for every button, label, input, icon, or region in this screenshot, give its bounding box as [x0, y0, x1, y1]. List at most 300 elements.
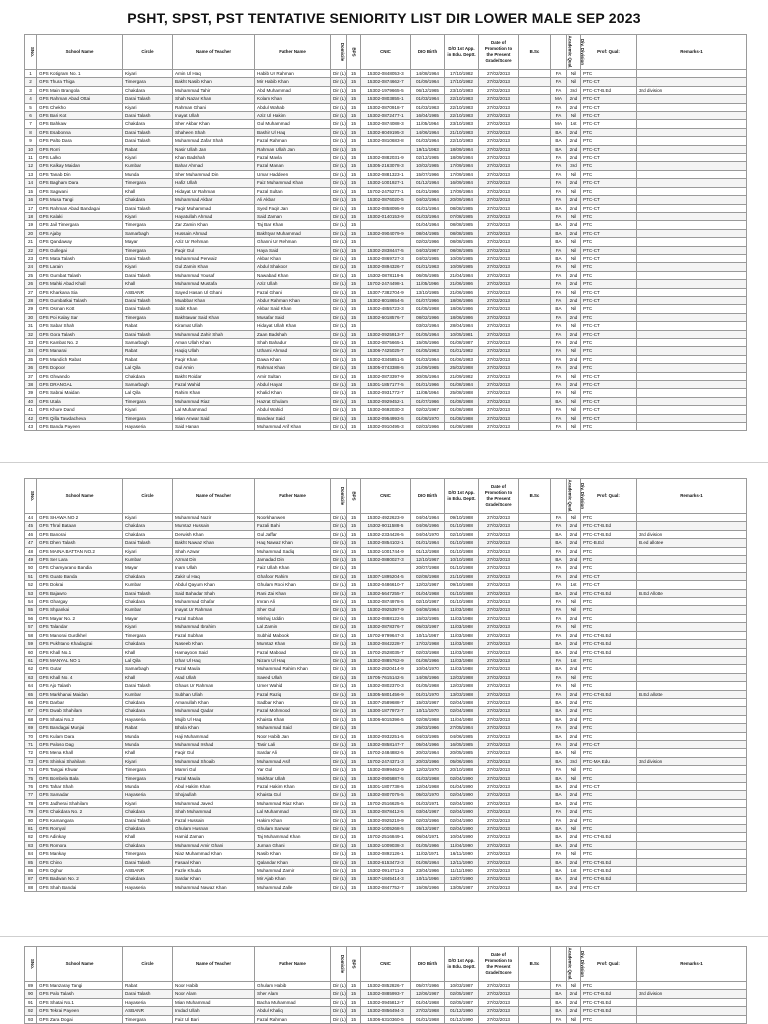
- cell-circle: Kiyari: [123, 212, 173, 220]
- cell-promotion: 27/02/2013: [479, 841, 519, 849]
- cell-domicile: Dir (L): [331, 514, 347, 522]
- cell-circle: Darai Talash: [123, 589, 173, 597]
- cell-cnic: [361, 322, 411, 330]
- cell-promotion: 27/02/2013: [479, 162, 519, 170]
- table-row: [25, 280, 747, 288]
- cell-division: 2nd: [567, 998, 581, 1006]
- cell-school: GPS Khure Dand: [37, 406, 123, 414]
- cell-school: GPS MAINA BATTAN NO.2: [37, 547, 123, 555]
- cell-first-appt: 10/09/1985: [445, 254, 479, 262]
- cell-domicile: Dir (L): [331, 589, 347, 597]
- table-row: [25, 623, 747, 631]
- cell-domicile: Dir (L): [331, 808, 347, 816]
- cell-teacher: Muhammad Zafar Shah: [173, 137, 255, 145]
- cell-division: Nil: [567, 982, 581, 990]
- cell-sno: 81: [25, 825, 37, 833]
- cell-bs: [519, 120, 551, 128]
- cell-bs: [519, 246, 551, 254]
- cell-teacher: Sardar Khan: [173, 875, 255, 883]
- cell-acad: FA: [551, 389, 567, 397]
- cell-promotion: 27/02/2013: [479, 774, 519, 782]
- cell-sno: 38: [25, 381, 37, 389]
- cell-bps: 15: [347, 187, 361, 195]
- cell-teacher: Inam Ullah: [173, 564, 255, 572]
- cell-school: GPS Mayar No. 2: [37, 614, 123, 622]
- cell-father: Fazal Hakim Khan: [255, 783, 331, 791]
- column-header-prof: Prof: Qual:: [581, 479, 637, 514]
- cell-prof: PTC: [581, 313, 637, 321]
- cell-teacher: Said Bahadar Shah: [173, 589, 255, 597]
- cell-father: Haq Nawaz Khan: [255, 539, 331, 547]
- table-row: [25, 187, 747, 195]
- cell-sno: 6: [25, 112, 37, 120]
- column-header-promotion: Date of Promotion to the Present Grade/Score: [479, 479, 519, 514]
- column-header-acad: [551, 35, 573, 70]
- cell-promotion: 27/02/2013: [479, 982, 519, 990]
- cell-sno: 28: [25, 296, 37, 304]
- table-row: [25, 749, 747, 757]
- cell-teacher: Derwish Khan: [173, 530, 255, 538]
- cell-circle: Kiyari: [123, 70, 173, 78]
- cell-remarks: B.ed allotee: [637, 539, 747, 547]
- cell-division: 2nd: [567, 690, 581, 698]
- cell-division: Nil: [567, 78, 581, 86]
- cell-remarks: 3rd division: [637, 86, 747, 94]
- cell-promotion: 27/02/2013: [479, 673, 519, 681]
- cell-school: GPS Shatai No.1: [37, 998, 123, 1006]
- cell-bs: [519, 698, 551, 706]
- cell-bps: 15: [347, 640, 361, 648]
- cell-prof: PTC: [581, 339, 637, 347]
- cell-division: Nil: [567, 1015, 581, 1023]
- cell-bps: 15: [347, 120, 361, 128]
- cell-prof: PTC-CT: [581, 120, 637, 128]
- cell-promotion: 27/02/2013: [479, 614, 519, 622]
- cell-bs: [519, 280, 551, 288]
- cell-cnic: 15302-0692030-3: [361, 406, 411, 414]
- cell-domicile: Dir (L): [331, 196, 347, 204]
- cell-division: Nil: [567, 347, 581, 355]
- cell-sno: 46: [25, 530, 37, 538]
- cell-division: Nil: [567, 288, 581, 296]
- cell-promotion: 27/02/2013: [479, 330, 519, 338]
- cell-school: GPS Mahki Abad Khall: [37, 280, 123, 288]
- cell-first-appt: 18/09/1984: [445, 154, 479, 162]
- cell-bps: 15: [347, 589, 361, 597]
- cell-dob: 12/02/1967: [411, 581, 445, 589]
- cell-father: Mir Habib Khan: [255, 78, 331, 86]
- column-header-bps: [347, 479, 361, 514]
- cell-prof: PTC: [581, 707, 637, 715]
- cell-division: 2nd: [567, 271, 581, 279]
- cell-circle: Chakdara: [123, 598, 173, 606]
- table-row: [25, 841, 747, 849]
- cell-dob: 03/02/1964: [411, 322, 445, 330]
- cell-sno: 16: [25, 196, 37, 204]
- cell-remarks: [637, 212, 747, 220]
- cell-domicile: Dir (L): [331, 791, 347, 799]
- cell-teacher: Amin Ul Haq: [173, 70, 255, 78]
- cell-acad: FA: [551, 766, 567, 774]
- cell-circle: Timergara: [123, 1015, 173, 1023]
- cell-acad: BA: [551, 841, 567, 849]
- cell-bs: [519, 288, 551, 296]
- cell-remarks: [637, 1007, 747, 1015]
- cell-bs: [519, 581, 551, 589]
- cell-circle: Samarbagh: [123, 381, 173, 389]
- cell-division: Nil: [567, 112, 581, 120]
- cell-first-appt: 16/05/1985: [445, 740, 479, 748]
- column-header-sno: [25, 947, 37, 982]
- cell-prof: PTC-CT-B.Ed: [581, 631, 637, 639]
- cell-teacher: Faqir Khan: [173, 355, 255, 363]
- cell-remarks: [637, 749, 747, 757]
- cell-dob: 01/01/1966: [411, 187, 445, 195]
- cell-circle: Munda: [123, 740, 173, 748]
- cell-first-appt: 21/04/1984: [445, 271, 479, 279]
- cell-sno: 54: [25, 598, 37, 606]
- cell-dob: 13/10/1965: [411, 288, 445, 296]
- table-row: [25, 128, 747, 136]
- table-row: [25, 998, 747, 1006]
- cell-acad: FA: [551, 313, 567, 321]
- cell-cnic: 15307-7382704-9: [361, 288, 411, 296]
- cell-first-appt: 04/06/1985: [445, 732, 479, 740]
- table-row: [25, 631, 747, 639]
- cell-promotion: 27/02/2013: [479, 305, 519, 313]
- cell-promotion: 27/02/2013: [479, 998, 519, 1006]
- cell-school: GPS Romyal: [37, 825, 123, 833]
- cell-sno: 55: [25, 606, 37, 614]
- table-row: [25, 539, 747, 547]
- cell-teacher: Said Hanan: [173, 423, 255, 431]
- table-header-row: [25, 947, 747, 982]
- cell-first-appt: 01/10/1988: [445, 547, 479, 555]
- cell-sno: 17: [25, 204, 37, 212]
- cell-bps: 15: [347, 355, 361, 363]
- cell-teacher: Mamri Gul: [173, 766, 255, 774]
- cell-cnic: [361, 238, 411, 246]
- cell-division: Nil: [567, 414, 581, 422]
- cell-circle: Kumbar: [123, 162, 173, 170]
- cell-circle: Mayar: [123, 564, 173, 572]
- cell-prof: PTC: [581, 271, 637, 279]
- cell-circle: Timergara: [123, 414, 173, 422]
- cell-school: GPS Palo Talash: [37, 990, 123, 998]
- cell-domicile: Dir (L): [331, 825, 347, 833]
- cell-first-appt: 11/03/1988: [445, 631, 479, 639]
- cell-acad: BA: [551, 229, 567, 237]
- cell-dob: 04/02/1965: [411, 254, 445, 262]
- column-header-sno: [25, 35, 37, 70]
- cell-dob: 04/02/1964: [411, 196, 445, 204]
- cell-father: Umar Haddeen: [255, 170, 331, 178]
- cell-acad: FA: [551, 982, 567, 990]
- cell-cnic: 15702-2484882-5: [361, 749, 411, 757]
- cell-bs: [519, 791, 551, 799]
- cell-division: 2nd: [567, 539, 581, 547]
- table-row: [25, 825, 747, 833]
- cell-acad: FA: [551, 112, 567, 120]
- cell-remarks: [637, 347, 747, 355]
- cell-sno: 70: [25, 732, 37, 740]
- cell-dob: 01/03/1964: [411, 212, 445, 220]
- cell-dob: 01/05/1968: [411, 305, 445, 313]
- cell-bs: [519, 682, 551, 690]
- cell-domicile: Dir (L): [331, 766, 347, 774]
- cell-promotion: 27/02/2013: [479, 690, 519, 698]
- cell-division: 2nd: [567, 196, 581, 204]
- cell-father: Khaista Khan: [255, 715, 331, 723]
- cell-bs: [519, 990, 551, 998]
- cell-acad: BA: [551, 875, 567, 883]
- cell-domicile: Dir (L): [331, 572, 347, 580]
- cell-bps: 15: [347, 998, 361, 1006]
- cell-dob: 10/11/1966: [411, 875, 445, 883]
- cell-prof: PTC-CT: [581, 372, 637, 380]
- cell-school: GPS Markhanai Maidan: [37, 690, 123, 698]
- cell-remarks: [637, 998, 747, 1006]
- cell-cnic: 15302-0854102-1: [361, 539, 411, 547]
- cell-sno: 33: [25, 339, 37, 347]
- cell-father: Mumtaz Khan: [255, 640, 331, 648]
- cell-prof: PTC: [581, 808, 637, 816]
- cell-school: GPS Oghur: [37, 867, 123, 875]
- cell-prof: PTC: [581, 128, 637, 136]
- cell-first-appt: 21/09/1982: [445, 372, 479, 380]
- cell-circle: Kiyari: [123, 154, 173, 162]
- cell-division: 2nd: [567, 1007, 581, 1015]
- cell-teacher: Muhammad Ghafar: [173, 598, 255, 606]
- cell-division: 2nd: [567, 364, 581, 372]
- cell-domicile: Dir (L): [331, 204, 347, 212]
- cell-domicile: Dir (L): [331, 1015, 347, 1023]
- cell-remarks: [637, 246, 747, 254]
- cell-cnic: 15702-2474498-1: [361, 280, 411, 288]
- table-row: [25, 78, 747, 86]
- column-header-father: Father Name: [255, 947, 331, 982]
- cell-promotion: 27/02/2013: [479, 825, 519, 833]
- cell-prof: PTC: [581, 305, 637, 313]
- cell-prof: PTC-CT: [581, 103, 637, 111]
- cell-cnic: 15302-0885993-7: [361, 990, 411, 998]
- cell-school: GPS Kalaki: [37, 212, 123, 220]
- cell-prof: PTC: [581, 162, 637, 170]
- cell-acad: FA: [551, 170, 567, 178]
- cell-prof: PTC: [581, 749, 637, 757]
- cell-remarks: [637, 406, 747, 414]
- cell-prof: PTC: [581, 724, 637, 732]
- cell-bs: [519, 707, 551, 715]
- cell-division: 2nd: [567, 95, 581, 103]
- cell-acad: FA: [551, 423, 567, 431]
- cell-school: GPS Talandar: [37, 623, 123, 631]
- cell-first-appt: 21/10/1983: [445, 128, 479, 136]
- cell-circle: Darai Talash: [123, 816, 173, 824]
- column-header-acad: [551, 479, 573, 514]
- cell-sno: 7: [25, 120, 37, 128]
- cell-remarks: [637, 339, 747, 347]
- cell-domicile: Dir (L): [331, 648, 347, 656]
- cell-prof: PTC: [581, 665, 637, 673]
- cell-school: GPS Tekrai Payeen: [37, 1007, 123, 1015]
- cell-remarks: [637, 137, 747, 145]
- cell-first-appt: 21/06/1986: [445, 280, 479, 288]
- cell-prof: PTC-CT: [581, 883, 637, 891]
- cell-domicile: Dir (L): [331, 757, 347, 765]
- cell-father: Qalandar Khan: [255, 858, 331, 866]
- cell-acad: FA: [551, 296, 567, 304]
- cell-first-appt: 01/10/1988: [445, 589, 479, 597]
- cell-school: GPS Guato Banda: [37, 572, 123, 580]
- cell-sno: 4: [25, 95, 37, 103]
- cell-cnic: 15302-0932251-5: [361, 732, 411, 740]
- cell-first-appt: 11/03/1988: [445, 614, 479, 622]
- cell-bps: 15: [347, 229, 361, 237]
- cell-dob: 01/12/1968: [411, 547, 445, 555]
- cell-acad: FA: [551, 564, 567, 572]
- cell-division: Nil: [567, 774, 581, 782]
- cell-cnic: 15305-2163078-3: [361, 162, 411, 170]
- table-row: [25, 313, 747, 321]
- cell-first-appt: 11/04/1990: [445, 841, 479, 849]
- cell-promotion: 27/02/2013: [479, 883, 519, 891]
- cell-circle: Munda: [123, 170, 173, 178]
- cell-domicile: Dir (L): [331, 556, 347, 564]
- cell-acad: FA: [551, 162, 567, 170]
- cell-bs: [519, 564, 551, 572]
- cell-prof: PTC-CT: [581, 572, 637, 580]
- cell-bs: [519, 665, 551, 673]
- cell-bps: 15: [347, 799, 361, 807]
- cell-first-appt: 16/09/1984: [445, 179, 479, 187]
- cell-bs: [519, 850, 551, 858]
- cell-cnic: 15302-0848053-3: [361, 70, 411, 78]
- cell-sno: 71: [25, 740, 37, 748]
- cell-cnic: 15302-0345851-5: [361, 355, 411, 363]
- cell-bps: 15: [347, 825, 361, 833]
- cell-remarks: [637, 221, 747, 229]
- cell-remarks: [637, 204, 747, 212]
- cell-school: GPS Mata Talash: [37, 254, 123, 262]
- cell-prof: PTC-CT: [581, 406, 637, 414]
- cell-teacher: Nasir Ullah Jan: [173, 145, 255, 153]
- cell-remarks: [637, 707, 747, 715]
- cell-first-appt: 28/04/1984: [445, 322, 479, 330]
- column-header-domicile: [331, 35, 347, 70]
- cell-teacher: Noor Alam: [173, 990, 255, 998]
- table-row: [25, 86, 747, 94]
- cell-bps: 15: [347, 774, 361, 782]
- cell-promotion: 27/02/2013: [479, 833, 519, 841]
- cell-circle: Lal Qila: [123, 389, 173, 397]
- cell-remarks: [637, 623, 747, 631]
- table-row: [25, 833, 747, 841]
- cell-sno: 43: [25, 423, 37, 431]
- cell-first-appt: 10/09/1985: [445, 263, 479, 271]
- cell-circle: Chakdara: [123, 86, 173, 94]
- cell-promotion: 27/02/2013: [479, 631, 519, 639]
- table-row: [25, 212, 747, 220]
- cell-prof: PTC: [581, 799, 637, 807]
- cell-first-appt: 02/04/1988: [445, 707, 479, 715]
- cell-promotion: 27/02/2013: [479, 648, 519, 656]
- cell-father: Fazal Ghani: [255, 288, 331, 296]
- cell-remarks: [637, 128, 747, 136]
- cell-prof: PTC: [581, 137, 637, 145]
- cell-first-appt: 10/05/1981: [445, 330, 479, 338]
- cell-promotion: 27/02/2013: [479, 656, 519, 664]
- cell-division: 2nd: [567, 280, 581, 288]
- cell-bps: 15: [347, 397, 361, 405]
- cell-remarks: [637, 170, 747, 178]
- cell-remarks: 3rd division: [637, 757, 747, 765]
- cell-remarks: [637, 858, 747, 866]
- cell-promotion: 27/02/2013: [479, 623, 519, 631]
- table-row: [25, 640, 747, 648]
- table-row: [25, 381, 747, 389]
- cell-prof: PTC: [581, 280, 637, 288]
- cell-circle: Khall: [123, 673, 173, 681]
- seniority-table: [24, 34, 747, 431]
- cell-division: Nil: [567, 406, 581, 414]
- cell-bps: 15: [347, 372, 361, 380]
- cell-promotion: 27/02/2013: [479, 238, 519, 246]
- cell-first-appt: 02/04/1990: [445, 774, 479, 782]
- cell-cnic: 15302-0878412-5: [361, 808, 411, 816]
- cell-school: GPS Ser Lara: [37, 556, 123, 564]
- table-row: [25, 120, 747, 128]
- cell-cnic: 15307-1895204-5: [361, 572, 411, 580]
- cell-division: 2nd: [567, 313, 581, 321]
- cell-promotion: 27/02/2013: [479, 263, 519, 271]
- cell-prof: PTC: [581, 841, 637, 849]
- cell-bs: [519, 982, 551, 990]
- column-header-cnic: CNIC: [361, 947, 411, 982]
- cell-circle: Timergara: [123, 850, 173, 858]
- cell-circle: Chakdara: [123, 841, 173, 849]
- cell-school: GPS Kharkana Sia: [37, 288, 123, 296]
- cell-division: Nil: [567, 212, 581, 220]
- cell-teacher: Fazal Hussain: [173, 816, 255, 824]
- cell-school: GPS Gullegai: [37, 246, 123, 254]
- cell-bps: 15: [347, 95, 361, 103]
- cell-bs: [519, 170, 551, 178]
- cell-remarks: [637, 816, 747, 824]
- cell-promotion: 27/02/2013: [479, 732, 519, 740]
- cell-remarks: [637, 724, 747, 732]
- column-header-school: School Name: [37, 947, 123, 982]
- cell-cnic: 15302-0925397-9: [361, 606, 411, 614]
- cell-acad: FA: [551, 322, 567, 330]
- cell-circle: Timergara: [123, 179, 173, 187]
- table-row: [25, 389, 747, 397]
- table-row: [25, 740, 747, 748]
- cell-division: 2nd: [567, 732, 581, 740]
- cell-first-appt: 02/04/1990: [445, 799, 479, 807]
- table-row: [25, 774, 747, 782]
- cell-school: GPS Kalkay Maidan: [37, 162, 123, 170]
- cell-teacher: Muhammad Nawaz Khan: [173, 883, 255, 891]
- cell-cnic: 15302-0486610-7: [361, 581, 411, 589]
- cell-cnic: 15302-0802370-3: [361, 682, 411, 690]
- table-row: [25, 154, 747, 162]
- table-row: [25, 145, 747, 153]
- table-row: [25, 423, 747, 431]
- cell-bps: 15: [347, 875, 361, 883]
- cell-circle: Darai Talash: [123, 204, 173, 212]
- cell-prof: PTC: [581, 766, 637, 774]
